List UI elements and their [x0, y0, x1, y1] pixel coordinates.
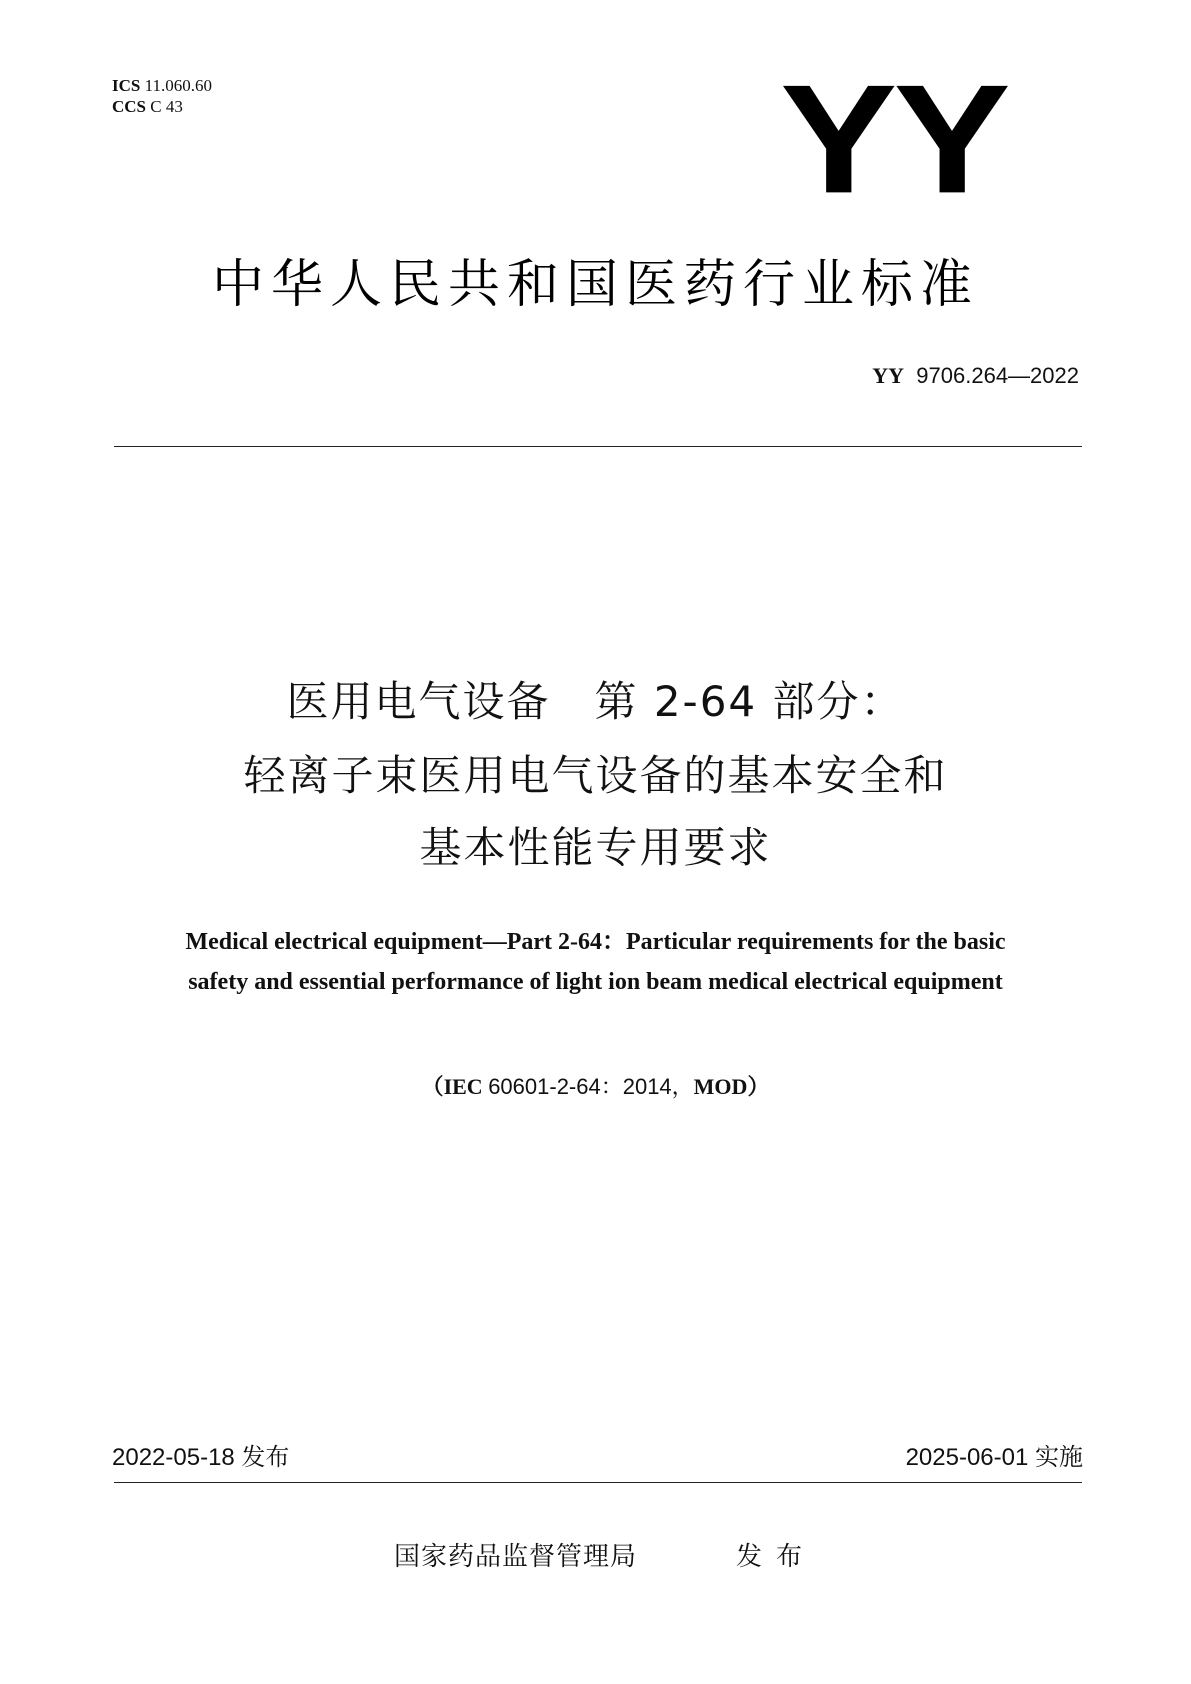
adoption-ref-code: 60601-2-64：2014， [488, 1074, 694, 1099]
chinese-title-line-1: 医用电气设备 第 2-64 部分： [286, 677, 905, 726]
ccs-value: C 43 [150, 97, 183, 116]
ccs-code [112, 97, 183, 117]
adoption-reference [0, 1072, 1191, 1102]
ccs-label: CCS [112, 97, 147, 116]
adoption-ref-label: IEC [443, 1074, 483, 1099]
implementation-date: 2025-06-01 实施 [905, 1444, 1083, 1471]
adoption-open-paren: （ [421, 1074, 444, 1099]
ics-value: 11.060.60 [144, 76, 212, 95]
ics-code [112, 76, 212, 96]
top-divider [114, 446, 1082, 447]
standard-type-heading: 中华人民共和国医药行业标准 [211, 255, 979, 315]
chinese-title-line-3: 基本性能专用要求 [419, 823, 772, 872]
ics-label: ICS [112, 76, 141, 95]
issuing-action: 发布 [736, 1542, 817, 1572]
english-title-line-1: Medical electrical equipment—Part 2-64：Particular requirements for the basic [185, 929, 1006, 955]
standard-number-prefix: YY [872, 363, 905, 388]
bottom-divider [114, 1482, 1082, 1483]
adoption-close-paren: ） [747, 1074, 770, 1099]
standard-number-value: 9706.264—2022 [916, 363, 1079, 388]
chinese-title-line-2: 轻离子束医用电气设备的基本安全和 [243, 751, 948, 800]
standard-number [872, 362, 1079, 390]
adoption-degree: MOD [693, 1074, 748, 1099]
english-title-line-2: safety and essential performance of light ion beam medical electrical equipment [188, 969, 1003, 995]
issuing-authority: 国家药品监督管理局 [394, 1542, 638, 1572]
yy-logo: YY [780, 53, 1007, 226]
issue-date: 2022-05-18 发布 [112, 1444, 290, 1471]
